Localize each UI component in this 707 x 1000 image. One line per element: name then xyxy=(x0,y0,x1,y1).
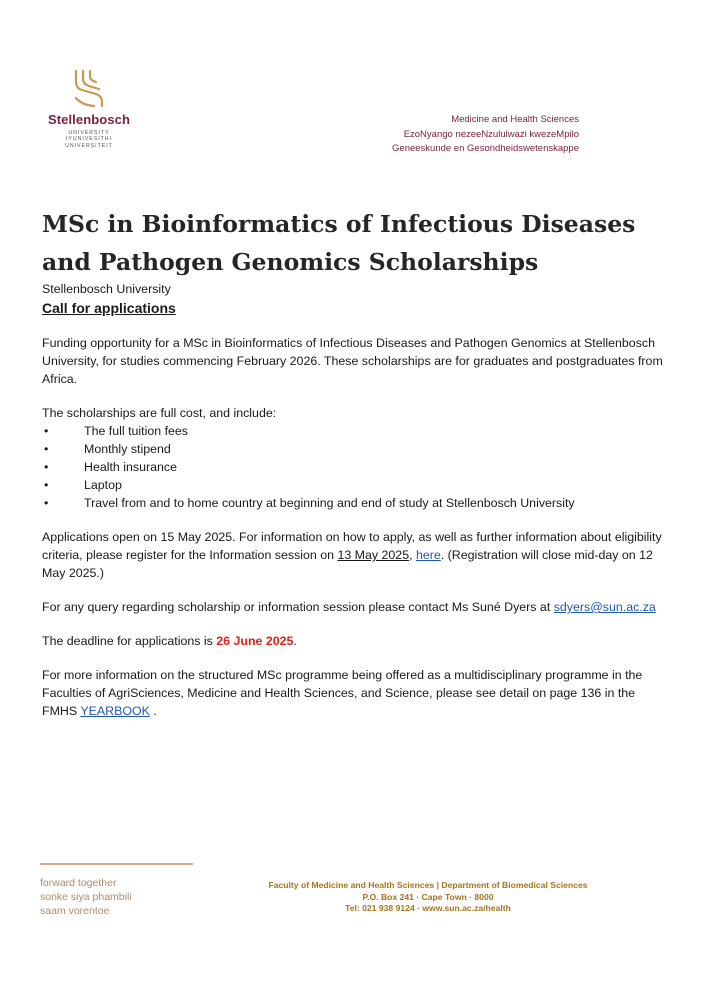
more-info-end: . xyxy=(149,704,157,718)
subtitle: Stellenbosch University xyxy=(42,282,171,296)
faculty-name-en: Medicine and Health Sciences xyxy=(451,114,579,125)
footer-motto xyxy=(40,876,132,918)
list-intro: The scholarships are full cost, and include: xyxy=(42,406,277,420)
faculty-name-af: Geneeskunde en Gesondheidswetenskappe xyxy=(392,143,579,154)
logo-subtitle xyxy=(44,130,134,149)
motto-line: forward together xyxy=(40,877,117,889)
intro-paragraph: Funding opportunity for a MSc in Bioinformatics of Infectious Diseases and Pathogen Genomics at Stellenbosch University, for studies commencing February 2026. These scholarships are for graduates and postgraduates from Africa. xyxy=(42,336,663,386)
scholarship-benefits-list xyxy=(42,422,672,512)
footer-contact-info xyxy=(228,880,628,915)
faculty-name-xh: EzoNyango nezeeNzululwazi kwezeMpilo xyxy=(403,128,579,140)
list-item: • Travel from and to home country at beginning and end of study at Stellenbosch University xyxy=(42,494,672,512)
logo-sub-line: IYUNIVESITHI xyxy=(65,136,112,143)
logo-name: Stellenbosch xyxy=(47,112,131,127)
more-info-text: For more information on the structured MSc programme being offered as a multidisciplinary programme in the Faculties of AgriSciences, Medicine and Health Sciences, and Science, please see detail on page 136 in the FMHS xyxy=(42,668,643,718)
register-here-link[interactable]: here xyxy=(415,548,441,562)
page-title: MSc in Bioinformatics of Infectious Diseases and Pathogen Genomics Scholarships xyxy=(42,210,636,276)
deadline-text: The deadline for applications is xyxy=(42,634,217,648)
faculty-name-block xyxy=(392,113,579,157)
applications-paragraph xyxy=(42,528,672,582)
call-for-applications-heading: Call for applications xyxy=(42,300,176,316)
university-logo xyxy=(44,68,134,149)
footer-divider xyxy=(40,863,193,865)
logo-sub-line: UNIVERSITEIT xyxy=(65,142,113,149)
more-info-paragraph xyxy=(42,666,672,720)
motto-line: sonke siya phambili xyxy=(40,891,132,903)
info-session-date-link[interactable]: 13 May 2025 xyxy=(337,548,410,562)
list-item: • Health insurance xyxy=(42,458,672,476)
footer-department: Faculty of Medicine and Health Sciences | Department of Biomedical Sciences xyxy=(268,880,588,890)
contact-email-link[interactable]: sdyers@sun.ac.za xyxy=(553,600,656,614)
list-item: • Monthly stipend xyxy=(42,440,672,458)
deadline-paragraph xyxy=(42,632,672,650)
motto-line: saam vorentoe xyxy=(40,905,110,917)
stellenbosch-crest-icon xyxy=(72,68,106,108)
list-item: • Laptop xyxy=(42,476,672,494)
applications-text-end: . (Registration will close mid-day on 12 May 2025.) xyxy=(42,548,653,580)
footer-phone-web: Tel: 021 938 9124 · www.sun.ac.za/health xyxy=(345,903,511,913)
list-item: • The full tuition fees xyxy=(42,422,672,440)
query-text: For any query regarding scholarship or information session please contact Ms Suné Dyers at xyxy=(42,600,554,614)
query-paragraph xyxy=(42,598,672,616)
deadline-end: . xyxy=(293,634,297,648)
document-body xyxy=(42,280,672,720)
yearbook-link[interactable]: YEARBOOK xyxy=(80,704,150,718)
applications-text: Applications open on 15 May 2025. For information on how to apply, as well as further information about eligibility criteria, please register for the Information session on xyxy=(42,530,662,562)
logo-sub-line: UNIVERSITY xyxy=(68,130,110,136)
footer-address: P.O. Box 241 · Cape Town · 8000 xyxy=(362,891,494,902)
deadline-date: 26 June 2025 xyxy=(216,634,294,648)
applications-sep: , xyxy=(409,548,416,562)
